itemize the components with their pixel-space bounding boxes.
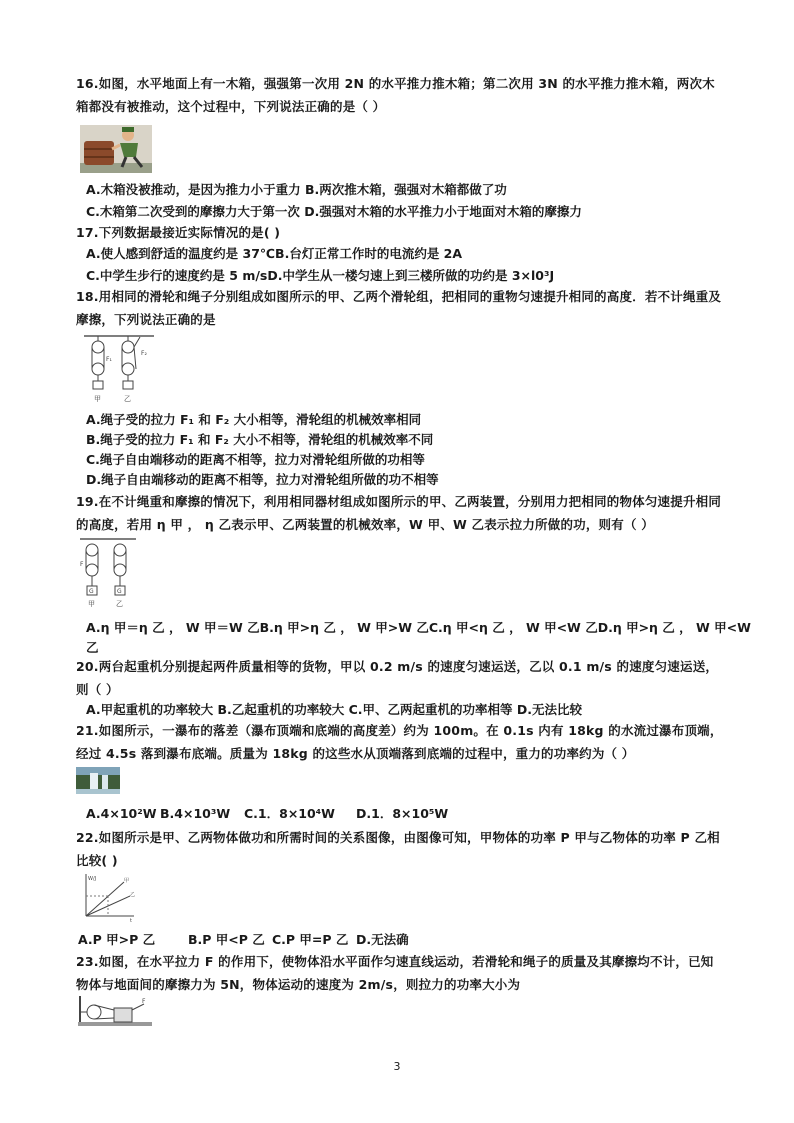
question-18-stem: 18.用相同的滑轮和绳子分别组成如图所示的甲、乙两个滑轮组，把相同的重物匀速提升相同的高度．若不计绳重及摩擦，下列说法正确的是 bbox=[76, 289, 722, 327]
question-16-options-2: C.木箱第二次受到的摩擦力大于第一次 D.强强对木箱的水平推力小于地面对木箱的摩擦力 bbox=[86, 204, 582, 219]
question-22-option-d: D.无法确 bbox=[356, 932, 409, 947]
yi-line-label: 乙 bbox=[130, 892, 136, 898]
question-21-option-a: A.4×10²W bbox=[86, 806, 157, 821]
question-23 bbox=[76, 950, 726, 996]
f1-label: F₁ bbox=[106, 356, 112, 363]
question-20-options: A.甲起重机的功率较大 B.乙起重机的功率较大 C.甲、乙两起重机的功率相等 D.无法比较 bbox=[86, 702, 583, 717]
w-axis-label: W/J bbox=[88, 876, 97, 882]
waterfall-picture bbox=[76, 767, 120, 794]
question-17-options-2: C.中学生步行的速度约是 5 m/sD.中学生从一楼匀速上到三楼所做的功约是 3×l0³J bbox=[86, 268, 555, 283]
question-20 bbox=[76, 655, 726, 701]
question-22-option-b: B.P 甲<P 乙 bbox=[188, 932, 265, 947]
question-18-option-d: D.绳子自由端移动的距离不相等，拉力对滑轮组所做的功不相等 bbox=[86, 472, 439, 487]
pulley-diagram-18 bbox=[84, 335, 154, 405]
question-17-stem: 17.下列数据最接近实际情况的是( ) bbox=[76, 225, 281, 240]
g-label-b: G bbox=[117, 588, 122, 595]
question-22-option-c: C.P 甲=P 乙 bbox=[272, 932, 349, 947]
f-label: F bbox=[80, 561, 84, 568]
question-19 bbox=[76, 490, 726, 536]
question-19-stem: 19.在不计绳重和摩擦的情况下，利用相同器材组成如图所示的甲、乙两装置，分别用力把相同的物体匀速提升相同的高度，若用 η 甲 ， η 乙表示甲、乙两装置的机械效率，W 甲、W 乙表示拉力所做的功，则有（ ） bbox=[76, 494, 722, 532]
question-18-option-a: A.绳子受的拉力 F₁ 和 F₂ 大小相等，滑轮组的机械效率相同 bbox=[86, 412, 422, 427]
f-label: F bbox=[142, 998, 146, 1005]
yi-label: 乙 bbox=[124, 395, 131, 403]
g-label-a: G bbox=[89, 588, 94, 595]
question-21-option-b: B.4×10³W bbox=[160, 806, 231, 821]
question-22-stem: 22.如图所示是甲、乙两物体做功和所需时间的关系图像，由图像可知，甲物体的功率 P 甲与乙物体的功率 P 乙相比较( ) bbox=[76, 830, 720, 868]
page-number: 3 bbox=[393, 1060, 401, 1073]
t-axis-label: t bbox=[130, 918, 132, 922]
question-19-options-1: A.η 甲＝η 乙 ， W 甲＝W 乙B.η 甲>η 乙 ， W 甲>W 乙C.η 甲<η 乙 ， W 甲<W 乙D.η 甲>η 乙 ， W 甲<W bbox=[86, 620, 751, 635]
jia-label: 甲 bbox=[94, 395, 101, 403]
question-18 bbox=[76, 285, 726, 331]
question-22-option-a: A.P 甲>P 乙 bbox=[78, 932, 156, 947]
horizontal-pulley-diagram bbox=[78, 996, 152, 1026]
jia-line-label: 甲 bbox=[124, 878, 130, 884]
question-21-option-d: D.1．8×10⁵W bbox=[356, 806, 449, 821]
work-time-graph bbox=[80, 872, 136, 922]
question-16-options-1: A.木箱没被推动，是因为推力小于重力 B.两次推木箱，强强对木箱都做了功 bbox=[86, 182, 507, 197]
question-21 bbox=[76, 719, 726, 765]
pulley-diagram-19 bbox=[80, 538, 136, 610]
question-19-options-2: 乙 bbox=[86, 640, 99, 655]
question-21-option-c: C.1．8×10⁴W bbox=[244, 806, 335, 821]
yi-label: 乙 bbox=[116, 600, 123, 608]
question-18-option-b: B.绳子受的拉力 F₁ 和 F₂ 大小不相等，滑轮组的机械效率不同 bbox=[86, 432, 434, 447]
question-21-stem: 21.如图所示，一瀑布的落差（瀑布顶端和底端的高度差）约为 100m。在 0.1s 内有 18kg 的水流过瀑布顶端，经过 4.5s 落到瀑布底端。质量为 18kg 的这些水从顶端落到底端的过程中，重力的功率约为（ ） bbox=[76, 723, 723, 761]
question-18-option-c: C.绳子自由端移动的距离不相等，拉力对滑轮组所做的功相等 bbox=[86, 452, 425, 467]
question-16 bbox=[76, 72, 726, 118]
question-20-stem: 20.两台起重机分别提起两件质量相等的货物，甲以 0.2 m/s 的速度匀速运送，乙以 0.1 m/s 的速度匀速运送，则（ ） bbox=[76, 659, 719, 697]
jia-label: 甲 bbox=[88, 600, 95, 608]
question-23-stem: 23.如图，在水平拉力 F 的作用下，使物体沿水平面作匀速直线运动，若滑轮和绳子的质量及其摩擦均不计，已知物体与地面间的摩擦力为 5N，物体运动的速度为 2m/s，则拉力的功率大小为 bbox=[76, 954, 714, 992]
question-17 bbox=[76, 221, 726, 244]
f2-label: F₂ bbox=[141, 350, 147, 357]
question-17-options-1: A.使人感到舒适的温度约是 37℃B.台灯正常工作时的电流约是 2A bbox=[86, 246, 463, 261]
box-pushing-picture bbox=[80, 125, 152, 173]
question-22 bbox=[76, 826, 726, 872]
question-16-stem: 16.如图，水平地面上有一木箱，强强第一次用 2N 的水平推力推木箱；第二次用 3N 的水平推力推木箱，两次木箱都没有被推动，这个过程中，下列说法正确的是（ ） bbox=[76, 76, 715, 114]
